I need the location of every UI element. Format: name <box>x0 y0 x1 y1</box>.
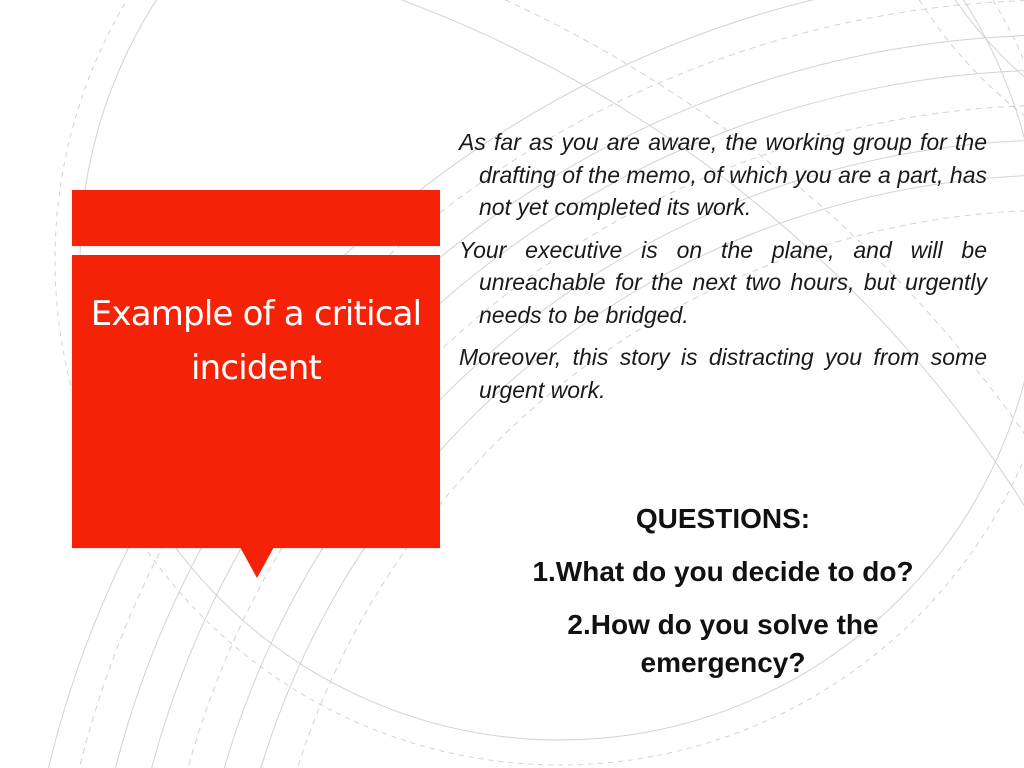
questions-heading: QUESTIONS: <box>635 503 811 534</box>
incident-paragraph: Moreover, this story is distracting you from some urgent work. <box>459 344 987 403</box>
question-item: 2.How do you solve the emergency? <box>567 609 879 678</box>
slide-title: Example of a critical incident <box>90 294 422 388</box>
incident-description <box>459 126 987 416</box>
red-header-bar <box>72 190 440 246</box>
questions-section <box>459 501 987 697</box>
incident-paragraph: Your executive is on the plane, and will be unreachable for the next two hours, but urgently needs to be bridged. <box>459 236 987 328</box>
panel-pointer-triangle <box>240 547 274 578</box>
incident-paragraph: As far as you are aware, the working group for the drafting of the memo, of which you are a part, has not yet completed its work. <box>459 129 987 220</box>
question-item: 1.What do you decide to do? <box>532 556 914 587</box>
